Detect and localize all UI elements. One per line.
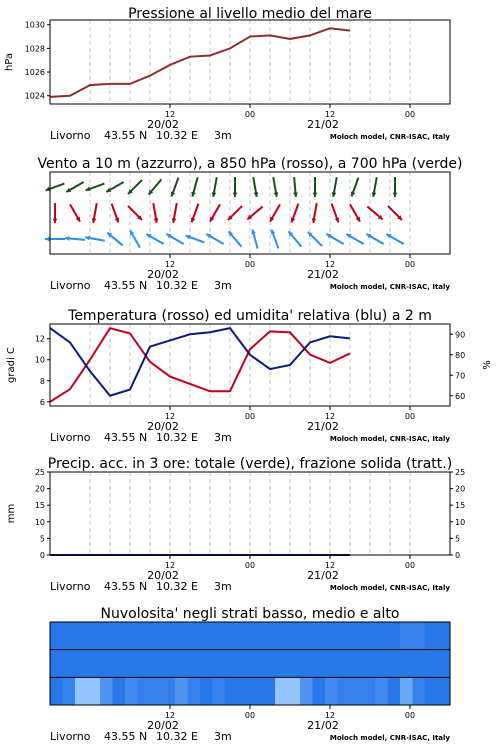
cloud-cell (225, 650, 238, 678)
cloud-cell (288, 650, 301, 678)
cloud-cell (288, 622, 301, 650)
cloud-cell (175, 622, 188, 650)
temperature-line (50, 328, 350, 402)
cloud-cell (175, 677, 188, 705)
latitude-label: 43.55 N (104, 580, 148, 593)
pressure-line (50, 28, 350, 97)
cloud-cell (425, 622, 438, 650)
y-tick-label: 1024 (24, 91, 45, 101)
cloud-cell (113, 650, 126, 678)
panel-3 (6, 308, 493, 444)
cloud-cell (350, 677, 363, 705)
longitude-label: 10.32 E (156, 279, 198, 292)
cloud-cell (188, 650, 201, 678)
x-tick-label: 12 (324, 561, 336, 570)
y-tick-label: 25 (34, 468, 45, 477)
wind-arrow-head (313, 193, 318, 197)
cloud-cell (300, 650, 313, 678)
elevation-label: 3m (214, 129, 232, 142)
x-tick-label: 00 (244, 711, 256, 720)
y-tick-label: 8 (39, 376, 45, 386)
y2-tick-label: 90 (455, 330, 466, 340)
cloud-cell (413, 650, 426, 678)
latitude-label: 43.55 N (104, 431, 148, 444)
cloud-cell (238, 622, 251, 650)
cloud-cell (238, 650, 251, 678)
cloud-cell (138, 650, 151, 678)
x-tick-label: 00 (404, 260, 416, 269)
cloud-cell (388, 650, 401, 678)
y2-tick-label: 5 (455, 534, 461, 544)
elevation-label: 3m (214, 279, 232, 292)
cloud-cell (225, 622, 238, 650)
cloud-cell (138, 677, 151, 705)
cloud-cell (63, 677, 76, 705)
date-label: 21/02 (307, 268, 339, 281)
cloud-cell (113, 622, 126, 650)
cloud-cell (400, 622, 413, 650)
date-label: 20/02 (147, 118, 179, 131)
x-tick-label: 12 (324, 260, 336, 269)
cloud-cell (75, 650, 88, 678)
model-credit: Moloch model, CNR-ISAC, Italy (329, 133, 450, 141)
x-tick-label: 00 (404, 110, 416, 119)
y-tick-label: 0 (39, 551, 45, 560)
cloud-cell (150, 622, 163, 650)
y-axis-label: gradi C (6, 347, 17, 383)
location-label: Livorno (50, 580, 91, 593)
cloud-cell (275, 622, 288, 650)
cloud-cell (200, 650, 213, 678)
cloud-cell (50, 677, 63, 705)
elevation-label: 3m (214, 431, 232, 444)
cloud-cell (413, 622, 426, 650)
y2-axis-label: % (482, 360, 493, 370)
date-label: 21/02 (307, 569, 339, 582)
x-tick-label: 00 (404, 412, 416, 421)
cloud-cell (325, 677, 338, 705)
wind-arrow-head (65, 236, 70, 241)
cloud-cell (438, 677, 451, 705)
panel-1 (4, 6, 450, 142)
cloud-cell (213, 650, 226, 678)
cloud-cell (363, 650, 376, 678)
cloud-cell (438, 622, 451, 650)
elevation-label: 3m (214, 580, 232, 593)
y-tick-label: 15 (34, 501, 45, 511)
x-tick-label: 12 (324, 110, 336, 119)
cloud-cell (363, 677, 376, 705)
cloud-cell (388, 622, 401, 650)
cloud-cell (88, 677, 101, 705)
cloud-cell (75, 622, 88, 650)
cloud-cell (125, 622, 138, 650)
cloud-cell (275, 677, 288, 705)
cloud-cell (350, 650, 363, 678)
y-tick-label: 1028 (24, 44, 45, 54)
y-tick-label: 20 (34, 484, 45, 494)
x-tick-label: 12 (164, 412, 176, 421)
model-credit: Moloch model, CNR-ISAC, Italy (329, 283, 450, 291)
cloud-cell (325, 650, 338, 678)
cloud-cell (188, 622, 201, 650)
cloud-cell (425, 677, 438, 705)
date-label: 21/02 (307, 118, 339, 131)
cloud-cell (150, 677, 163, 705)
cloud-cell (175, 650, 188, 678)
cloud-cell (75, 677, 88, 705)
location-label: Livorno (50, 129, 91, 142)
cloud-cell (238, 677, 251, 705)
cloud-cell (88, 622, 101, 650)
x-tick-label: 00 (244, 110, 256, 119)
panel-title: Pressione al livello medio del mare (128, 6, 372, 22)
x-tick-label: 12 (164, 110, 176, 119)
date-label: 20/02 (147, 569, 179, 582)
y2-tick-label: 80 (455, 350, 466, 360)
cloud-cell (125, 677, 138, 705)
wind-arrow-head (293, 192, 298, 197)
cloud-cell (313, 677, 326, 705)
panel-5 (50, 606, 451, 743)
date-label: 20/02 (147, 268, 179, 281)
latitude-label: 43.55 N (104, 279, 148, 292)
cloud-cell (188, 677, 201, 705)
y2-tick-label: 20 (455, 484, 466, 494)
date-label: 20/02 (147, 719, 179, 732)
cloud-cell (163, 677, 176, 705)
cloud-cell (263, 650, 276, 678)
y-axis-label: mm (6, 503, 17, 524)
panel-title: Vento a 10 m (azzurro), a 850 hPa (rosso), a 700 hPa (verde) (37, 156, 463, 172)
wind-arrow-head (45, 237, 49, 242)
cloud-cell (288, 677, 301, 705)
model-credit: Moloch model, CNR-ISAC, Italy (329, 734, 450, 742)
y-tick-label: 1026 (24, 68, 45, 78)
cloud-cell (213, 677, 226, 705)
cloud-cell (338, 622, 351, 650)
date-label: 20/02 (147, 420, 179, 433)
location-label: Livorno (50, 730, 91, 743)
x-tick-label: 00 (404, 711, 416, 720)
longitude-label: 10.32 E (156, 580, 198, 593)
cloud-cell (313, 650, 326, 678)
cloud-cell (100, 650, 113, 678)
cloud-cell (313, 622, 326, 650)
x-tick-label: 12 (164, 711, 176, 720)
longitude-label: 10.32 E (156, 129, 198, 142)
y2-tick-label: 0 (455, 551, 461, 560)
model-credit: Moloch model, CNR-ISAC, Italy (329, 435, 450, 443)
x-tick-label: 12 (164, 260, 176, 269)
latitude-label: 43.55 N (104, 129, 148, 142)
date-label: 21/02 (307, 719, 339, 732)
panel-4 (6, 456, 465, 593)
x-tick-label: 12 (324, 711, 336, 720)
cloud-cell (300, 677, 313, 705)
date-label: 21/02 (307, 420, 339, 433)
cloud-cell (225, 677, 238, 705)
y2-tick-label: 25 (455, 468, 466, 477)
elevation-label: 3m (214, 730, 232, 743)
y2-tick-label: 60 (455, 391, 466, 401)
y-axis-label: hPa (4, 52, 15, 72)
panel-title: Precip. acc. in 3 ore: totale (verde), frazione solida (tratt.) (47, 456, 453, 472)
cloud-cell (163, 622, 176, 650)
cloud-cell (375, 650, 388, 678)
y-tick-label: 10 (34, 517, 45, 527)
cloud-cell (325, 622, 338, 650)
y2-tick-label: 10 (455, 517, 466, 527)
cloud-cell (88, 650, 101, 678)
x-tick-label: 00 (244, 260, 256, 269)
plot-frame (50, 172, 450, 254)
y-tick-label: 1030 (24, 20, 45, 30)
cloud-cell (50, 650, 63, 678)
cloud-cell (213, 622, 226, 650)
panel-2 (37, 156, 462, 292)
location-label: Livorno (50, 279, 91, 292)
y-tick-label: 6 (39, 397, 45, 407)
cloud-cell (113, 677, 126, 705)
panel-title: Nuvolosita' negli strati basso, medio e alto (100, 606, 400, 622)
cloud-cell (338, 677, 351, 705)
cloud-cell (400, 677, 413, 705)
y-tick-label: 5 (39, 534, 45, 544)
cloud-cell (438, 650, 451, 678)
panel-title: Temperatura (rosso) ed umidita' relativa (blu) a 2 m (68, 308, 432, 324)
x-tick-label: 00 (404, 561, 416, 570)
wind-arrow-head (393, 193, 398, 197)
cloud-cell (400, 650, 413, 678)
cloud-cell (413, 677, 426, 705)
cloud-cell (100, 677, 113, 705)
cloud-cell (250, 650, 263, 678)
cloud-cell (150, 650, 163, 678)
latitude-label: 43.55 N (104, 730, 148, 743)
cloud-cell (263, 677, 276, 705)
cloud-cell (200, 677, 213, 705)
longitude-label: 10.32 E (156, 431, 198, 444)
y-tick-label: 10 (34, 355, 45, 365)
cloud-cell (50, 622, 63, 650)
cloud-cell (363, 622, 376, 650)
wind-arrow-head (53, 219, 58, 223)
plot-frame (50, 324, 450, 406)
cloud-cell (63, 650, 76, 678)
cloud-cell (425, 650, 438, 678)
cloud-cell (63, 622, 76, 650)
cloud-cell (300, 622, 313, 650)
y-tick-label: 12 (34, 334, 45, 344)
cloud-cell (250, 677, 263, 705)
cloud-cell (200, 622, 213, 650)
cloud-cell (138, 622, 151, 650)
cloud-cell (338, 650, 351, 678)
y2-tick-label: 70 (455, 371, 466, 381)
cloud-cell (275, 650, 288, 678)
cloud-cell (125, 650, 138, 678)
cloud-cell (388, 677, 401, 705)
location-label: Livorno (50, 431, 91, 444)
cloud-cell (250, 622, 263, 650)
x-tick-label: 00 (244, 561, 256, 570)
cloud-cell (163, 650, 176, 678)
x-tick-label: 12 (324, 412, 336, 421)
cloud-cell (350, 622, 363, 650)
cloud-cell (375, 622, 388, 650)
wind-arrow-head (233, 193, 238, 197)
y2-tick-label: 15 (455, 501, 466, 511)
humidity-line (50, 328, 350, 396)
model-credit: Moloch model, CNR-ISAC, Italy (329, 584, 450, 592)
cloud-cell (263, 622, 276, 650)
cloud-cell (375, 677, 388, 705)
x-tick-label: 12 (164, 561, 176, 570)
x-tick-label: 00 (244, 412, 256, 421)
cloud-cell (100, 622, 113, 650)
longitude-label: 10.32 E (156, 730, 198, 743)
